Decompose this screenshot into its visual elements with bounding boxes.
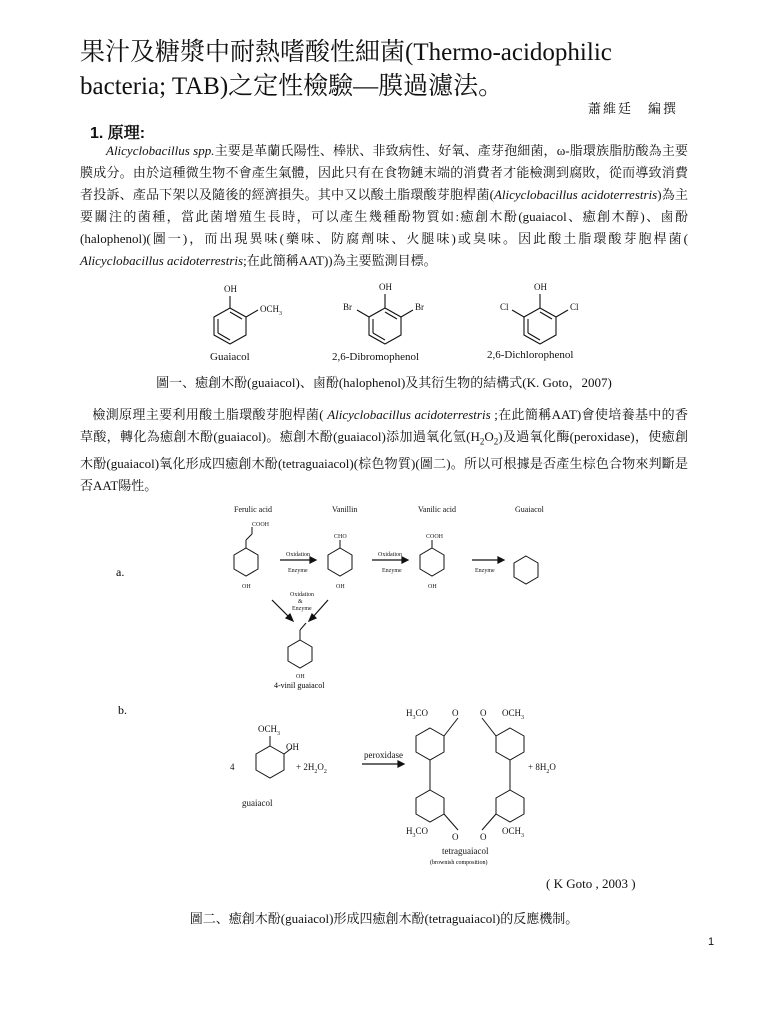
section-heading: 1. 原理: xyxy=(90,125,146,142)
label-ferulic-acid: Ferulic acid xyxy=(234,505,272,514)
dibromo-br-right: Br xyxy=(415,302,424,312)
b-h3co-bottom: $H_3CO$ xyxy=(406,826,429,839)
b-product-water: + $8H_2O$ xyxy=(528,762,556,775)
arrow3-label: Enzyme xyxy=(475,568,495,574)
dibromo-br-left: Br xyxy=(343,302,352,312)
para1-text-2: )為主要關注的菌種，當此菌增殖生長時，可以產生幾種酚物質如:癒創木酚(guaiacol、癒創木醇)、鹵酚(halophenol)(圖一)，而出現異味(藥味、防腐劑味、火腿味)或臭味。因此酸土脂環酸芽胞桿菌( xyxy=(80,187,688,246)
page-number: 1 xyxy=(708,936,715,948)
figure1-caption: 圖一、癒創木酚(guaiacol)、鹵酚(halophenol)及其衍生物的結構式(K. Goto，2007) xyxy=(156,375,612,390)
b-coefficient: 4 xyxy=(230,762,235,772)
para1-text-1: 主要是革蘭氏陽性、棒狀、非致病性、好氧、產芽孢細菌，ω-脂環族脂肪酸為主要膜成分。由於這種微生物不會產生氣體，因此只有在食物鏈末端的消費者才能檢測到腐敗，從而導致消費者投訴、產品下架以及隨後的經濟損失。其中又以酸土脂環酸芽胞桿菌( xyxy=(80,143,688,202)
figure2-reaction-scheme xyxy=(100,500,620,870)
arrow1-label-bottom: Enzyme xyxy=(288,568,308,574)
sub-h2: 2 xyxy=(479,436,485,447)
b-label-guaiacol: guaiacol xyxy=(242,798,273,808)
b-peroxide-o4: O xyxy=(480,832,487,842)
para2-text-2: ;在此簡稱AAT)會使培養基中的香草酸，轉化為癒創木酚(guaiacol)。癒創木酚(guaiacol)添加過氧化氫(H xyxy=(80,407,688,444)
b-guaiacol-oh: OH xyxy=(286,742,299,752)
sub-o2: 2 xyxy=(493,436,499,447)
b-product-note: (brownish composition) xyxy=(430,860,488,866)
arrow1-label-top: Oxidation xyxy=(286,552,310,558)
compound-name-dibromophenol: 2,6-Dibromophenol xyxy=(332,351,420,363)
vanillin-oh: OH xyxy=(336,584,345,590)
species-name-1: Alicyclobacillus acidoterrestris xyxy=(493,187,658,202)
label-vanillin: Vanillin xyxy=(332,505,358,514)
vanilic-cooh: COOH xyxy=(426,534,444,540)
arrow2-label-top: Oxidation xyxy=(378,552,402,558)
ferulic-cooh: COOH xyxy=(252,522,270,528)
b-enzyme-peroxidase: peroxidase xyxy=(364,750,403,760)
dichloro-oh: OH xyxy=(534,282,547,292)
branch-label-1: Oxidation xyxy=(290,592,314,598)
para2-text-3: O xyxy=(484,429,494,444)
author-line: 蕭維廷 編撰 xyxy=(588,101,679,116)
para2-text-4: )及過氧化酶(peroxidase)，使癒創木酚(guaiacol)氧化形成四癒創木酚(tetraguaiacol)(棕色物質)(圖二)。所以可根據是否產生棕色合物來判斷是否AAT陽性。 xyxy=(80,429,688,493)
dichloro-cl-right: Cl xyxy=(570,302,579,312)
b-och3-top: $OCH_3$ xyxy=(502,708,525,721)
guaiacol-oh: OH xyxy=(224,284,237,294)
panel-a-label: a. xyxy=(116,565,125,579)
figure2-caption: 圖二、癒創木酚(guaiacol)形成四癒創木酚(tetraguaiacol)的反應機制。 xyxy=(189,911,579,926)
figure2-reference: ( K Goto , 2003 ) xyxy=(546,876,636,891)
dichloro-cl-left: Cl xyxy=(500,302,509,312)
figure1-structures xyxy=(200,280,620,370)
arrow2-label-bottom: Enzyme xyxy=(382,568,402,574)
b-h3co-top: $H_3CO$ xyxy=(406,708,429,721)
genus-name: Alicyclobacillus spp. xyxy=(106,143,215,158)
vanillin-cho: CHO xyxy=(334,534,347,540)
b-guaiacol-och3: $OCH_3$ xyxy=(258,724,281,737)
para2-text-1: 檢測原理主要利用酸土脂環酸芽胞桿菌( xyxy=(92,407,324,422)
vanilic-oh: OH xyxy=(428,584,437,590)
b-label-tetraguaiacol: tetraguaiacol xyxy=(442,846,489,856)
label-4-vinil-guaiacol: 4-vinil guaiacol xyxy=(274,681,325,690)
branch-label-2: & xyxy=(298,599,303,605)
dibromo-oh: OH xyxy=(379,282,392,292)
compound-name-guaiacol: Guaiacol xyxy=(210,351,250,363)
b-reagent-h2o2: + $2H_2O_2$ xyxy=(296,762,327,775)
label-vanilic-acid: Vanilic acid xyxy=(418,505,456,514)
guaiacol-och3: $OCH_3$ xyxy=(260,304,283,317)
panel-b-label: b. xyxy=(118,703,127,717)
species-name-2: Alicyclobacillus acidoterrestris xyxy=(80,253,244,268)
b-peroxide-o2: O xyxy=(480,708,487,718)
species-name-3: Alicyclobacillus acidoterrestris xyxy=(323,407,491,422)
b-peroxide-o3: O xyxy=(452,832,459,842)
paragraph-principle xyxy=(80,140,688,272)
para1-text-3: ;在此簡稱AAT))為主要監測目標。 xyxy=(243,253,437,268)
b-och3-bottom: $OCH_3$ xyxy=(502,826,525,839)
paragraph-detection xyxy=(80,404,688,497)
b-peroxide-o1: O xyxy=(452,708,459,718)
branch-label-3: Enzyme xyxy=(292,606,312,612)
ferulic-oh: OH xyxy=(242,584,251,590)
vinyl-oh: OH xyxy=(296,674,305,680)
compound-name-dichlorophenol: 2,6-Dichlorophenol xyxy=(487,349,574,361)
label-guaiacol-a: Guaiacol xyxy=(515,505,544,514)
page-title: 果汁及糖漿中耐熱嗜酸性細菌(Thermo-acidophilic bacteria; TAB)之定性檢驗—膜過濾法。 xyxy=(80,39,612,100)
